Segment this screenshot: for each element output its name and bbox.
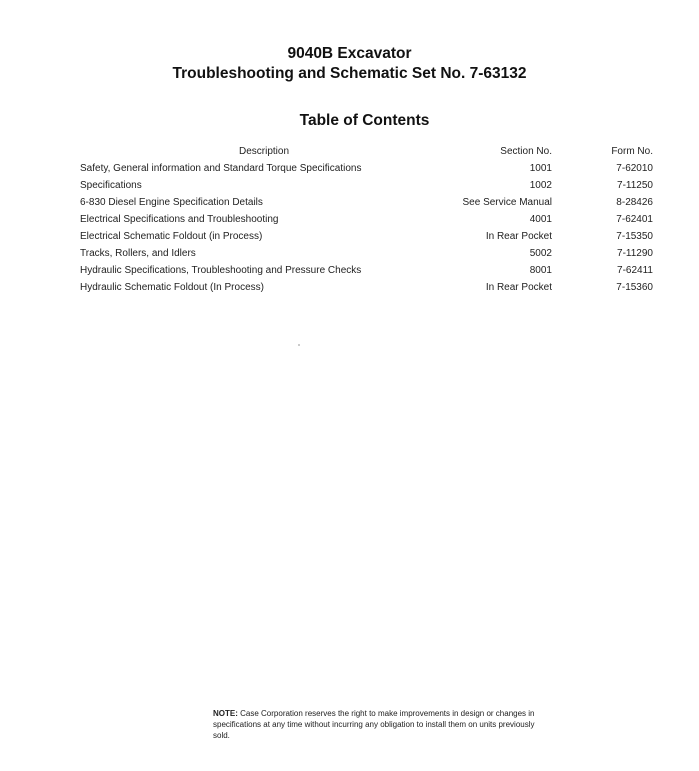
toc-row: [80, 245, 653, 262]
disclaimer-note: [213, 708, 553, 741]
row-description: 6-830 Diesel Engine Specification Details: [80, 197, 263, 208]
row-form: 7-15360: [616, 282, 653, 293]
row-section: In Rear Pocket: [485, 282, 552, 293]
row-section: In Rear Pocket: [485, 231, 552, 242]
row-section: 1002: [529, 180, 552, 191]
scan-speck: [298, 344, 300, 346]
header-form: Form No.: [611, 146, 653, 157]
row-description: Hydraulic Specifications, Troubleshooting and Pressure Checks: [80, 265, 362, 276]
title-line-model: 9040B Excavator: [287, 45, 412, 62]
toc-header-row: [80, 143, 653, 160]
header-description: Description: [238, 146, 290, 157]
row-section: 5002: [529, 248, 552, 259]
row-description: Hydraulic Schematic Foldout (In Process): [80, 282, 264, 293]
row-form: 8-28426: [616, 197, 653, 208]
note-text: Case Corporation reserves the right to make improvements in design or changes in specifications at any time without incurring any obligation to install them on units previously sold.: [213, 709, 535, 740]
row-description: Tracks, Rollers, and Idlers: [80, 248, 196, 259]
row-section: See Service Manual: [462, 197, 552, 208]
toc-row: [80, 160, 653, 177]
row-form: 7-62401: [616, 214, 653, 225]
row-form: 7-62411: [617, 265, 653, 276]
toc-row: [80, 228, 653, 245]
row-form: 7-11290: [617, 248, 653, 259]
title-line-set: Troubleshooting and Schematic Set No. 7-63132: [172, 65, 527, 82]
toc-row: [80, 262, 653, 279]
toc-heading: Table of Contents: [299, 112, 430, 129]
row-section: 1001: [529, 163, 552, 174]
row-description: Electrical Schematic Foldout (in Process): [80, 231, 263, 242]
document-title: [0, 44, 699, 84]
table-of-contents: [80, 143, 653, 296]
row-form: 7-15350: [616, 231, 653, 242]
note-label: NOTE:: [213, 709, 238, 718]
row-description: Electrical Specifications and Troubleshooting: [80, 214, 279, 225]
row-form: 7-62010: [616, 163, 653, 174]
toc-row: [80, 279, 653, 296]
row-section: 8001: [529, 265, 552, 276]
row-description: Safety, General information and Standard Torque Specifications: [80, 163, 362, 174]
row-section: 4001: [529, 214, 552, 225]
toc-row: [80, 177, 653, 194]
toc-row: [80, 211, 653, 228]
header-section: Section No.: [500, 146, 552, 157]
toc-row: [80, 194, 653, 211]
row-description: Specifications: [80, 180, 142, 191]
row-form: 7-11250: [617, 180, 653, 191]
